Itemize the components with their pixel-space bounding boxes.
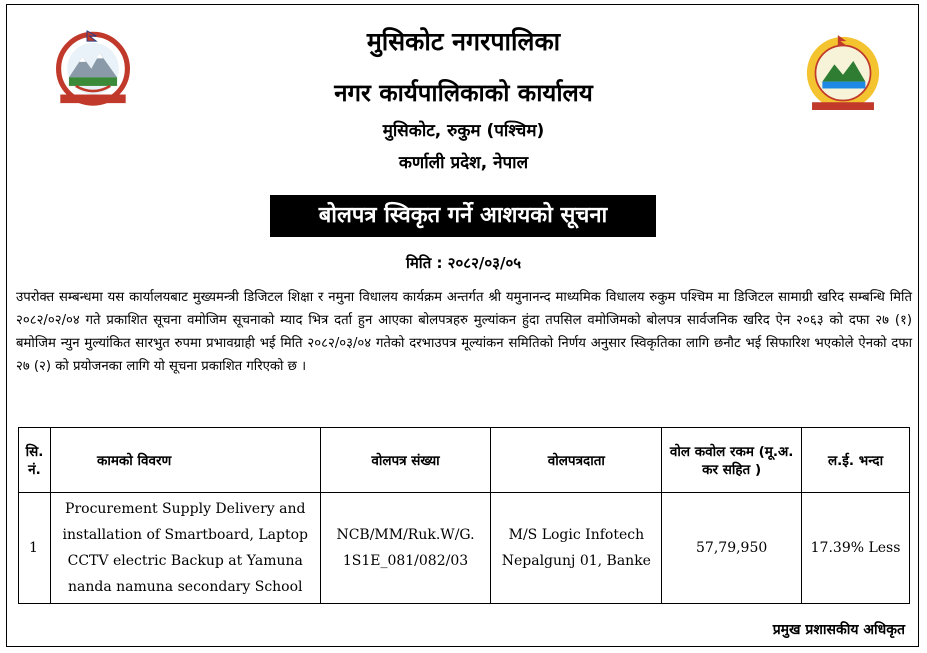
cell-serial: 1 [19,493,51,604]
notice-date: मिति : २०८२/०३/०५ [405,254,522,272]
province-country: कर्णाली प्रदेश, नेपाल [398,153,529,173]
office-address: मुसिकोट, रुकुम (पश्चिम) [382,121,545,141]
signature-title: प्रमुख प्रशासकीय अधिकृत [772,622,905,638]
header-description: कामको विवरण [50,428,320,493]
header-bidder: वोलपत्रदाता [491,428,662,493]
cell-bid-number: NCB/MM/Ruk.W/G. 1S1E_081/082/03 [320,493,491,604]
table-header-row [19,428,910,493]
cell-description: Procurement Supply Delivery and installation of Smartboard, Laptop CCTV electric Backup at Yamuna nanda namuna secondary School [50,493,320,604]
header-vs-estimate: ल.ई. भन्दा [802,428,910,493]
notice-title: बोलपत्र स्विकृत गर्ने आशयको सूचना [270,195,656,237]
cell-bidder: M/S Logic Infotech Nepalgunj 01, Banke [491,493,662,604]
header-amount: वोल कवोल रकम (मू.अ. कर सहित ) [662,428,802,493]
table-row [19,493,910,604]
cell-vs-estimate: 17.39% Less [802,493,910,604]
notice-body: उपरोक्त सम्बन्धमा यस कार्यालयबाट मुख्यमन्त्री डिजिटल शिक्षा र नमुना विधालय कार्यक्रम अन्तर्गत श्री यमुनानन्द माध्यमिक विधालय रुकुम पश्चिम मा डिजिटल सामाग्री खरिद सम्बन्धि मिति २०८२/०२/०४ गते प्रकाशित सूचना वमोजिम सूचनाको म्याद भित्र दर्ता हुन आएका बोलपत्रहरु मुल्यांकन हुंदा तपसिल वमोजिमको बोलपत्र सार्वजनिक खरिद ऐन २०६३ को दफा २७ (१) बमोजिम न्युन मुल्यांकित सारभुत रुपमा प्रभावग्राही भई मिति २०८२/०३/०४ गतेको दरभाउपत्र मूल्यांकन समितिको निर्णय अनुसार स्विकृतिका लागि छनौट भई सिफारिश भएकोले ऐनको दफा २७ (२) को प्रयोजनका लागि यो सूचना प्रकाशित गरिएको छ । [16,290,912,374]
header-bid-number: वोलपत्र संख्या [320,428,491,493]
office-name: नगर कार्यपालिकाको कार्यालय [334,79,593,107]
cell-amount: 57,79,950 [662,493,802,604]
bid-table [18,427,910,604]
municipality-name: मुसिकोट नगरपालिका [366,27,561,56]
header-serial: सि. नं. [19,428,51,493]
